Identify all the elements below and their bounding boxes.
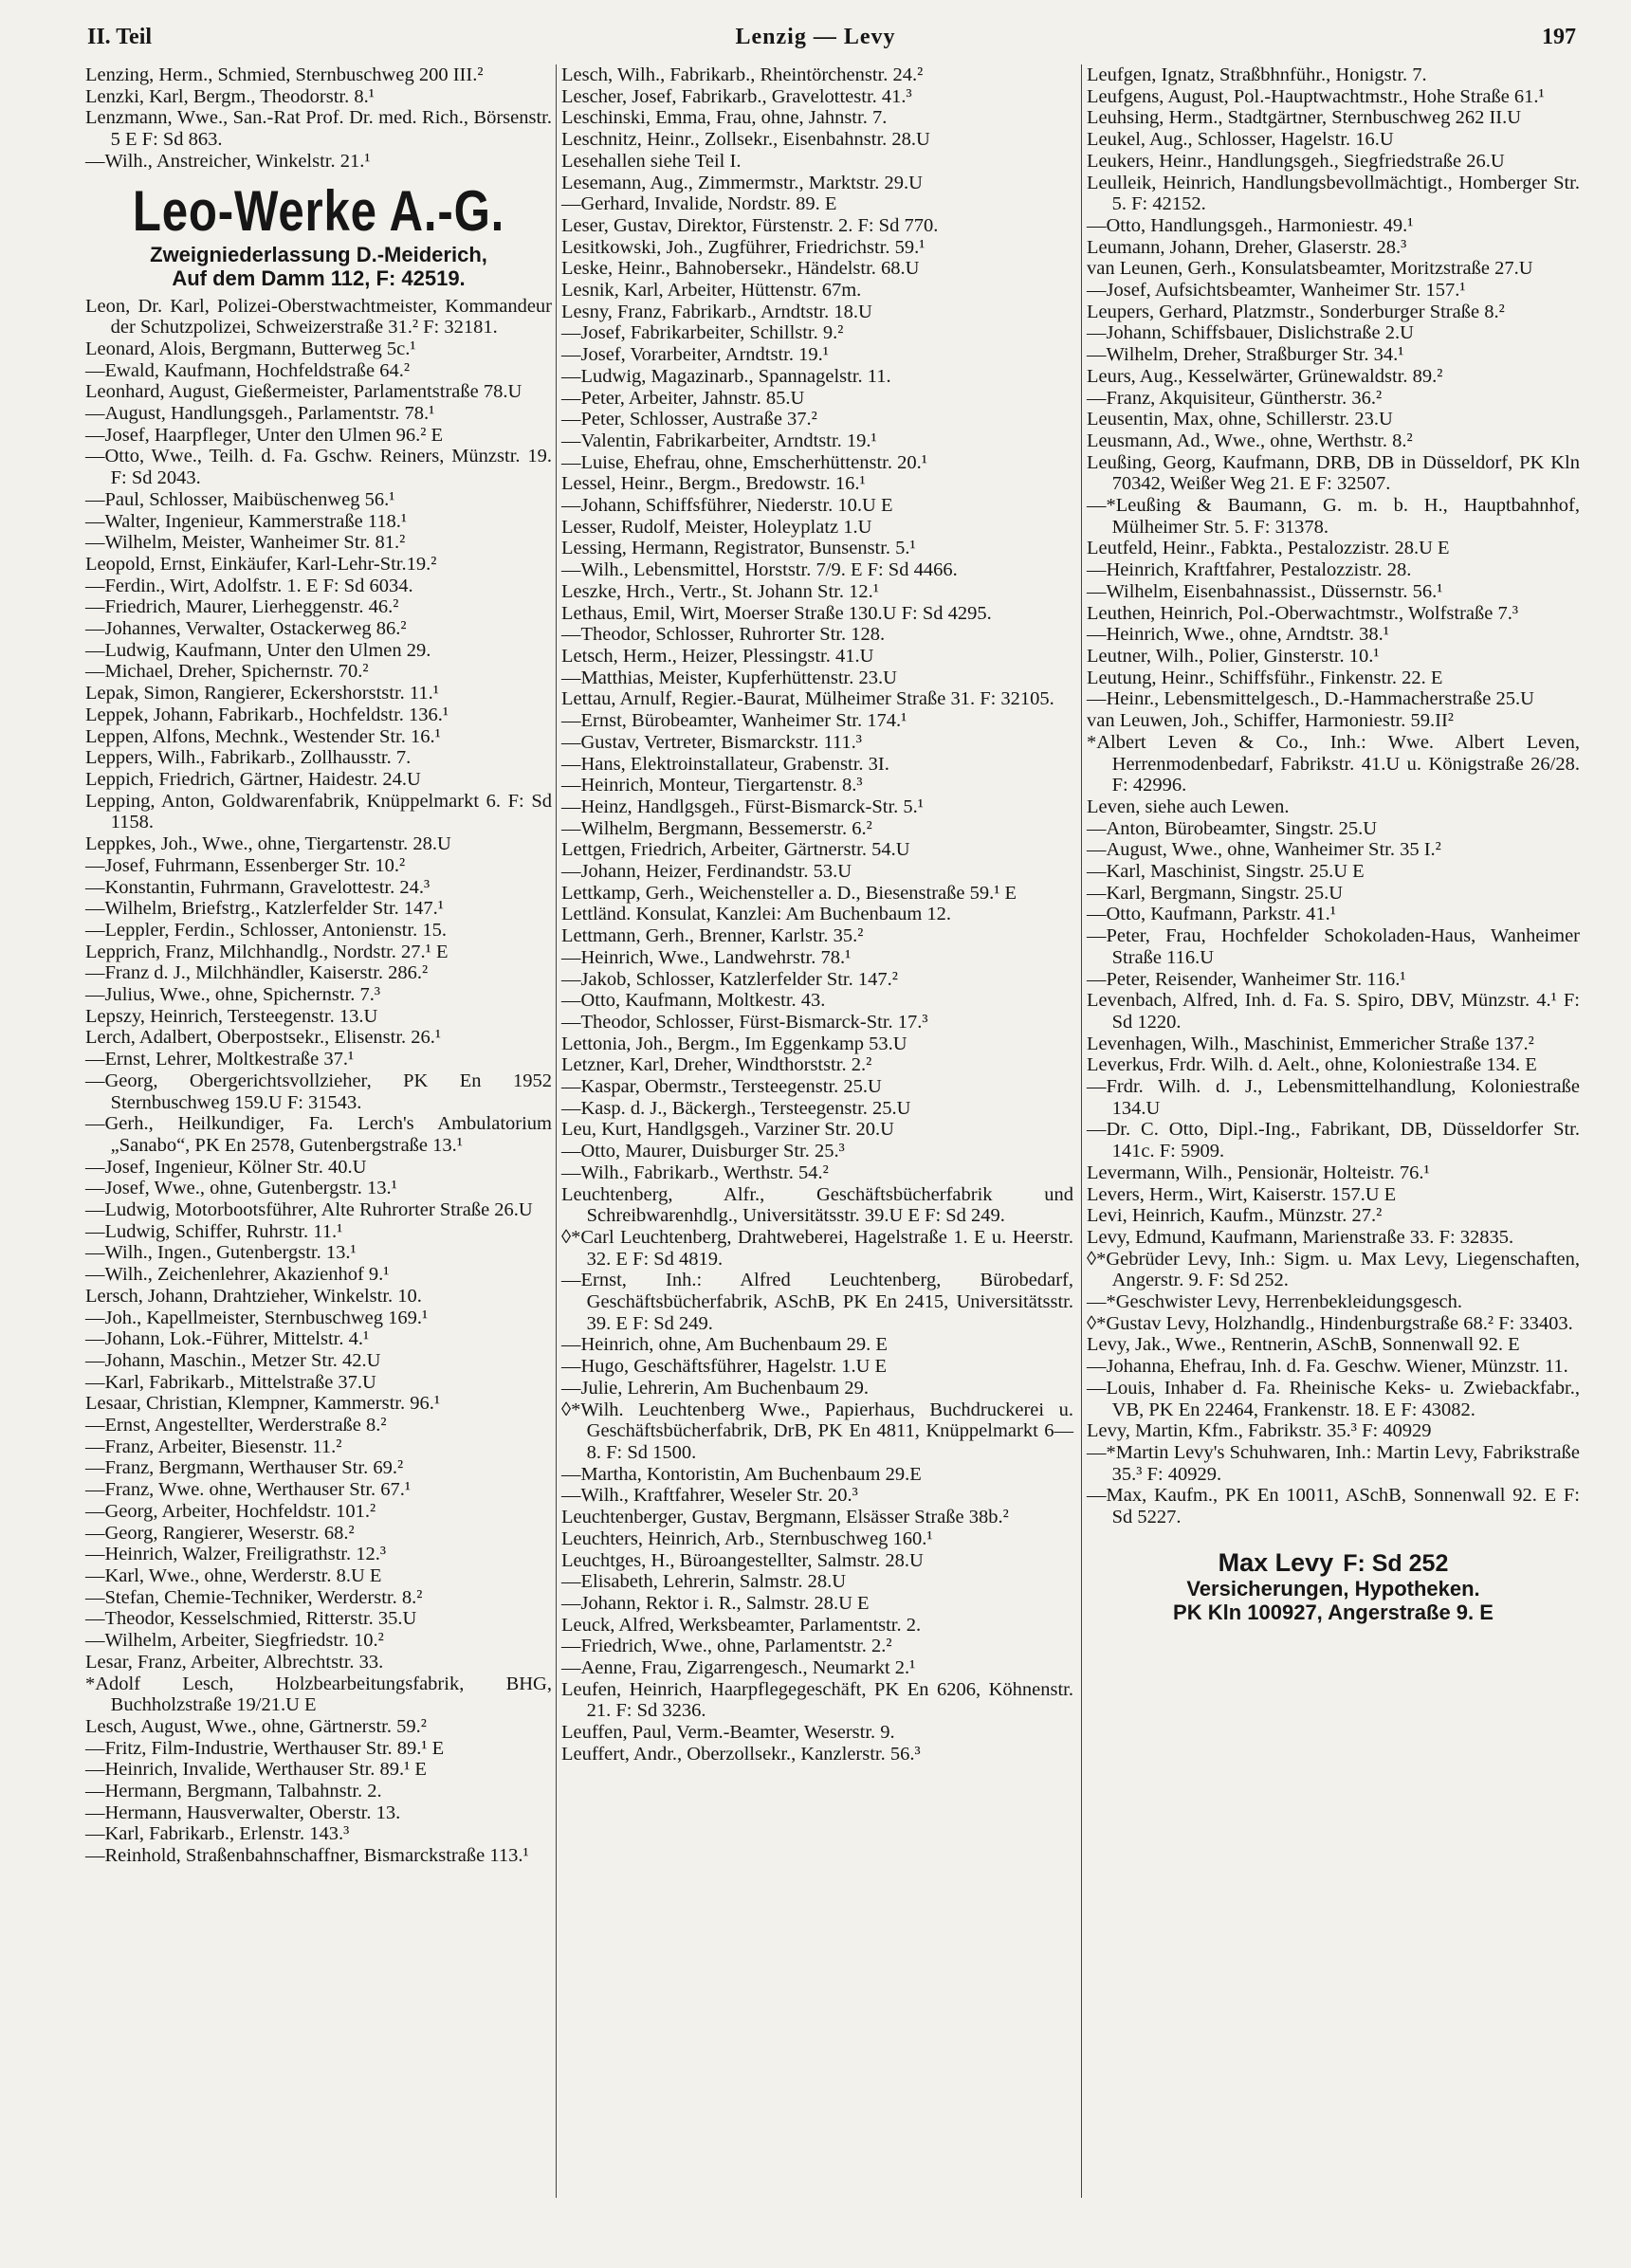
directory-entry: —Elisabeth, Lehrerin, Salmstr. 28.U xyxy=(561,1571,847,1593)
directory-entry: —Wilh., Lebensmittel, Horststr. 7/9. E F: Sd 4466. xyxy=(561,559,958,581)
directory-entry: Levi, Heinrich, Kaufm., Münzstr. 27.² xyxy=(1087,1205,1383,1227)
directory-entry: Leser, Gustav, Direktor, Fürstenstr. 2. F: Sd 770. xyxy=(561,214,939,236)
directory-entry: Leu, Kurt, Handlgsgeh., Varziner Str. 20.U xyxy=(561,1119,894,1141)
directory-entry: Leschnitz, Heinr., Zollsekr., Eisenbahnstr. 28.U xyxy=(561,129,930,151)
directory-entry: —Karl, Fabrikarb., Mittelstraße 37.U xyxy=(85,1371,376,1393)
directory-entry: —Heinrich, Monteur, Tiergartenstr. 8.³ xyxy=(561,775,863,796)
directory-entry: van Leuwen, Joh., Schiffer, Harmoniestr. 59.II² xyxy=(1087,710,1454,732)
directory-entry: Lerch, Adalbert, Oberpostsekr., Elisenstr. 26.¹ xyxy=(85,1027,442,1049)
directory-entry: —*Martin Levy's Schuhwaren, Inh.: Martin Levy, Fabrikstraße 35.³ F: 40929. xyxy=(1087,1442,1580,1485)
directory-entry: Letsch, Herm., Heizer, Plessingstr. 41.U xyxy=(561,645,874,667)
directory-entry: Leukel, Aug., Schlosser, Hagelstr. 16.U xyxy=(1087,129,1394,151)
directory-entry: —Heinrich, Wwe., ohne, Arndtstr. 38.¹ xyxy=(1087,624,1389,646)
directory-entry: Letzner, Karl, Dreher, Windthorststr. 2.² xyxy=(561,1054,872,1076)
directory-entry: Lepprich, Franz, Milchhandlg., Nordstr. 27.¹ E xyxy=(85,941,449,962)
directory-entry: —Kaspar, Obermstr., Tersteegenstr. 25.U xyxy=(561,1076,882,1098)
directory-entry: —Theodor, Schlosser, Ruhrorter Str. 128. xyxy=(561,624,886,646)
directory-entry: —Wilh., Kraftfahrer, Weseler Str. 20.³ xyxy=(561,1485,858,1507)
ad-name: Max Levy xyxy=(1218,1547,1334,1577)
directory-entry: —Ernst, Bürobeamter, Wanheimer Str. 174.¹ xyxy=(561,710,907,732)
directory-entry: ◊*Wilh. Leuchtenberg Wwe., Papierhaus, Buchdruckerei u. Geschäftsbücherfabrik, DrB, PK En 4811, Knüppelmarkt 6—8. F: Sd 1500. xyxy=(561,1399,1073,1463)
directory-entry: Lettau, Arnulf, Regier.-Baurat, Mülheimer Straße 31. F: 32105. xyxy=(561,688,1054,710)
directory-entry: Leußing, Georg, Kaufmann, DRB, DB in Düsseldorf, PK Kln 70342, Weißer Weg 21. E F: 32507. xyxy=(1087,451,1580,495)
directory-entry: Leuchtges, H., Büroangestellter, Salmstr. 28.U xyxy=(561,1549,924,1571)
directory-entry: —Josef, Aufsichtsbeamter, Wanheimer Str. 157.¹ xyxy=(1087,280,1466,302)
directory-entry: —Walter, Ingenieur, Kammerstraße 118.¹ xyxy=(85,510,408,532)
directory-entry: Lersch, Johann, Drahtzieher, Winkelstr. 10. xyxy=(85,1285,422,1307)
directory-entry: —Fritz, Film-Industrie, Werthauser Str. 89.¹ E xyxy=(85,1737,445,1759)
directory-entry: —Heinrich, Kraftfahrer, Pestalozzistr. 28. xyxy=(1087,559,1412,581)
directory-entry: —Ludwig, Schiffer, Ruhrstr. 11.¹ xyxy=(85,1220,343,1242)
directory-entry: —Anton, Bürobeamter, Singstr. 25.U xyxy=(1087,817,1378,839)
directory-entry: —Karl, Fabrikarb., Erlenstr. 143.³ xyxy=(85,1823,350,1845)
directory-entry: —Hans, Elektroinstallateur, Grabenstr. 3I. xyxy=(561,753,889,775)
directory-entry: —Gerhard, Invalide, Nordstr. 89. E xyxy=(561,193,837,215)
directory-entry: Leonard, Alois, Bergmann, Butterweg 5c.¹ xyxy=(85,338,416,359)
directory-entry: —Reinhold, Straßenbahnschaffner, Bismarckstraße 113.¹ xyxy=(85,1845,529,1867)
directory-entry: —Wilhelm, Eisenbahnassist., Düssernstr. 56.¹ xyxy=(1087,580,1443,602)
directory-entry: —Peter, Arbeiter, Jahnstr. 85.U xyxy=(561,387,805,409)
ad-line: Versicherungen, Hypotheken. xyxy=(1186,1576,1480,1600)
directory-entry: —Friedrich, Wwe., ohne, Parlamentstr. 2.² xyxy=(561,1636,892,1657)
directory-entry: Leumann, Johann, Dreher, Glaserstr. 28.³ xyxy=(1087,236,1407,258)
directory-entry: Lesser, Rudolf, Meister, Holeyplatz 1.U xyxy=(561,516,872,538)
directory-entry: —Franz, Bergmann, Werthauser Str. 69.² xyxy=(85,1457,404,1479)
directory-entry: —Heinrich, Walzer, Freiligrathstr. 12.³ xyxy=(85,1544,386,1565)
directory-entry: —Franz, Wwe. ohne, Werthauser Str. 67.¹ xyxy=(85,1479,412,1501)
directory-entry: —Heinz, Handlgsgeh., Fürst-Bismarck-Str. 5.¹ xyxy=(561,796,924,817)
directory-entry: —Valentin, Fabrikarbeiter, Arndtstr. 19.¹ xyxy=(561,430,877,451)
directory-entry: —Julius, Wwe., ohne, Spichernstr. 7.³ xyxy=(85,984,380,1006)
directory-entry: —Matthias, Meister, Kupferhüttenstr. 23.U xyxy=(561,667,897,688)
column-divider xyxy=(1081,64,1082,2198)
running-head: Lenzig — Levy xyxy=(735,25,896,49)
directory-entry: —Karl, Bergmann, Singstr. 25.U xyxy=(1087,882,1344,904)
directory-entry: —Martha, Kontoristin, Am Buchenbaum 29.E xyxy=(561,1463,922,1485)
ad-phone: F: Sd 252 xyxy=(1343,1549,1449,1577)
directory-entry: Leopold, Ernst, Einkäufer, Karl-Lehr-Str.19.² xyxy=(85,553,437,575)
directory-entry: Leufgen, Ignatz, Straßbhnführ., Honigstr. 7. xyxy=(1087,64,1427,85)
directory-entry: —Ernst, Lehrer, Moltkestraße 37.¹ xyxy=(85,1049,355,1070)
directory-entry: —Karl, Wwe., ohne, Werderstr. 8.U E xyxy=(85,1565,382,1586)
directory-entry: —Julie, Lehrerin, Am Buchenbaum 29. xyxy=(561,1377,869,1399)
directory-entry: —Wilh., Fabrikarb., Werthstr. 54.² xyxy=(561,1161,829,1183)
directory-entry: Lepak, Simon, Rangierer, Eckershorststr. 11.¹ xyxy=(85,683,439,704)
page-number: 197 xyxy=(1542,25,1576,49)
directory-entry: Leven, siehe auch Lewen. xyxy=(1087,796,1290,817)
directory-entry: —Johannes, Verwalter, Ostackerweg 86.² xyxy=(85,618,407,640)
directory-entry: Lepping, Anton, Goldwarenfabrik, Knüppelmarkt 6. F: Sd 1158. xyxy=(85,790,552,833)
directory-entry: —Peter, Reisender, Wanheimer Str. 116.¹ xyxy=(1087,968,1406,990)
directory-entry: Leuchters, Heinrich, Arb., Sternbuschweg 160.¹ xyxy=(561,1527,933,1549)
ad-title: Leo-Werke A.-G. xyxy=(132,178,505,243)
directory-entry: —Wilh., Anstreicher, Winkelstr. 21.¹ xyxy=(85,150,371,172)
directory-entry: Leusentin, Max, ohne, Schillerstr. 23.U xyxy=(1087,409,1393,430)
directory-entry: —Dr. C. Otto, Dipl.-Ing., Fabrikant, DB, Düsseldorfer Str. 141c. F: 5909. xyxy=(1087,1119,1580,1162)
directory-entry: Leppers, Wilh., Fabrikarb., Zollhausstr. 7. xyxy=(85,747,412,769)
directory-entry: ◊*Gustav Levy, Holzhandlg., Hindenburgstraße 68.² F: 33403. xyxy=(1087,1312,1573,1334)
directory-entry: —Otto, Kaufmann, Moltkestr. 43. xyxy=(561,990,826,1012)
directory-entry: Leverkus, Frdr. Wilh. d. Aelt., ohne, Koloniestraße 134. E xyxy=(1087,1054,1537,1076)
directory-entry: —Franz d. J., Milchhändler, Kaiserstr. 286.² xyxy=(85,962,429,984)
directory-entry: —August, Handlungsgeh., Parlamentstr. 78.¹ xyxy=(85,403,435,425)
ad-line: PK Kln 100927, Angerstraße 9. E xyxy=(1173,1600,1494,1624)
directory-entry: Leuchtenberg, Alfr., Geschäftsbücherfabrik und Schreibwarenhdlg., Universitätsstr. 39.U E F: Sd 249. xyxy=(561,1183,1073,1227)
directory-entry: Leppek, Johann, Fabrikarb., Hochfeldstr. 136.¹ xyxy=(85,704,449,725)
directory-entry: —Johanna, Ehefrau, Inh. d. Fa. Geschw. Wiener, Münzstr. 11. xyxy=(1087,1356,1568,1378)
directory-entry: Leuchtenberger, Gustav, Bergmann, Elsässer Straße 38b.² xyxy=(561,1507,1009,1528)
directory-entry: —Hermann, Hausverwalter, Oberstr. 13. xyxy=(85,1802,401,1823)
directory-entry: —Luise, Ehefrau, ohne, Emscherhüttenstr. 20.¹ xyxy=(561,451,927,473)
directory-entry: —Aenne, Frau, Zigarrengesch., Neumarkt 2.¹ xyxy=(561,1657,916,1679)
directory-entry: —Josef, Fabrikarbeiter, Schillstr. 9.² xyxy=(561,322,844,344)
directory-entry: —Otto, Handlungsgeh., Harmoniestr. 49.¹ xyxy=(1087,214,1414,236)
column-left xyxy=(85,64,552,1867)
directory-entry: —Max, Kaufm., PK En 10011, ASchB, Sonnenwall 92. E F: Sd 5227. xyxy=(1087,1485,1580,1528)
directory-entry: —Wilhelm, Meister, Wanheimer Str. 81.² xyxy=(85,532,406,554)
directory-entry: —Friedrich, Maurer, Lierheggenstr. 46.² xyxy=(85,596,399,618)
directory-entry: Leppich, Friedrich, Gärtner, Haidestr. 24.U xyxy=(85,768,421,790)
directory-entry: Lettländ. Konsulat, Kanzlei: Am Buchenbaum 12. xyxy=(561,904,952,925)
directory-entry: Leszke, Hrch., Vertr., St. Johann Str. 12.¹ xyxy=(561,580,879,602)
directory-entry: —Johann, Schiffsführer, Niederstr. 10.U E xyxy=(561,495,893,517)
directory-entry: Lenzki, Karl, Bergm., Theodorstr. 8.¹ xyxy=(85,85,375,107)
directory-entry: —Hermann, Bergmann, Talbahnstr. 2. xyxy=(85,1781,382,1802)
directory-entry: —Ernst, Angestellter, Werderstraße 8.² xyxy=(85,1415,387,1436)
directory-entry: —Joh., Kapellmeister, Sternbuschweg 169.¹ xyxy=(85,1307,429,1328)
directory-entry: Levenbach, Alfred, Inh. d. Fa. S. Spiro, DBV, Münzstr. 4.¹ F: Sd 1220. xyxy=(1087,990,1580,1033)
directory-entry: Levers, Herm., Wirt, Kaiserstr. 157.U E xyxy=(1087,1183,1397,1205)
directory-entry: —Gerh., Heilkundiger, Fa. Lerch's Ambulatorium „Sanabo“, PK En 2578, Gutenbergstraße 13.¹ xyxy=(85,1113,552,1156)
directory-entry: Lenzing, Herm., Schmied, Sternbuschweg 200 III.² xyxy=(85,64,484,85)
directory-entry: Leon, Dr. Karl, Polizei-Oberstwachtmeister, Kommandeur der Schutzpolizei, Schweizerstraße 31.² F: 32181. xyxy=(85,295,552,338)
directory-entry: Lesehallen siehe Teil I. xyxy=(561,150,742,172)
directory-entry: —Otto, Wwe., Teilh. d. Fa. Gschw. Reiners, Münzstr. 19. F: Sd 2043. xyxy=(85,446,552,489)
directory-entry: Leppkes, Joh., Wwe., ohne, Tiergartenstr. 28.U xyxy=(85,833,451,855)
directory-entry: Leulleik, Heinrich, Handlungsbevollmächtigt., Homberger Str. 5. F: 42152. xyxy=(1087,172,1580,215)
directory-entry: Leutner, Wilh., Polier, Ginsterstr. 10.¹ xyxy=(1087,645,1380,667)
ad-line: Zweigniederlassung D.-Meiderich, xyxy=(150,242,487,266)
directory-entry: Lesny, Franz, Fabrikarb., Arndtstr. 18.U xyxy=(561,301,872,322)
directory-entry: —Ernst, Inh.: Alfred Leuchtenberg, Bürobedarf, Geschäftsbücherfabrik, ASchB, PK En 2415, Universitätsstr. 39. E F: Sd 249. xyxy=(561,1270,1073,1334)
directory-entry: —Peter, Schlosser, Austraße 37.² xyxy=(561,409,817,430)
directory-entry: Lesnik, Karl, Arbeiter, Hüttenstr. 67m. xyxy=(561,280,862,302)
directory-entry: —Ferdin., Wirt, Adolfstr. 1. E F: Sd 6034. xyxy=(85,575,413,596)
directory-entry: —Johann, Heizer, Ferdinandstr. 53.U xyxy=(561,861,852,883)
directory-entry: —Heinr., Lebensmittelgesch., D.-Hammacherstraße 25.U xyxy=(1087,688,1534,710)
directory-entry: Lettgen, Friedrich, Arbeiter, Gärtnerstr. 54.U xyxy=(561,839,910,861)
directory-entry: —Josef, Vorarbeiter, Arndtstr. 19.¹ xyxy=(561,344,829,366)
directory-entry: —Johann, Lok.-Führer, Mittelstr. 4.¹ xyxy=(85,1328,370,1350)
directory-entry: —Hugo, Geschäftsführer, Hagelstr. 1.U E xyxy=(561,1356,888,1378)
directory-entry: Levy, Martin, Kfm., Fabrikstr. 35.³ F: 40929 xyxy=(1087,1420,1432,1442)
directory-entry: Lethaus, Emil, Wirt, Moerser Straße 130.U F: Sd 4295. xyxy=(561,602,992,624)
directory-entry: —Heinrich, Invalide, Werthauser Str. 89.¹ E xyxy=(85,1759,427,1781)
directory-entry: —Wilhelm, Bergmann, Bessemerstr. 6.² xyxy=(561,817,872,839)
directory-entry: —Jakob, Schlosser, Katzlerfelder Str. 147.² xyxy=(561,968,898,990)
directory-entry: Lesaar, Christian, Klempner, Kammerstr. 96.¹ xyxy=(85,1393,440,1415)
directory-entry: —*Geschwister Levy, Herrenbekleidungsgesch. xyxy=(1087,1291,1463,1313)
directory-entry: Leuhsing, Herm., Stadtgärtner, Sternbuschweg 262 II.U xyxy=(1087,107,1522,129)
directory-entry: Levenhagen, Wilh., Maschinist, Emmericher Straße 137.² xyxy=(1087,1033,1534,1054)
directory-entry: Lettkamp, Gerh., Weichensteller a. D., Biesenstraße 59.¹ E xyxy=(561,882,1017,904)
column-divider xyxy=(556,64,557,2198)
directory-entry: Leuck, Alfred, Werksbeamter, Parlamentstr. 2. xyxy=(561,1614,922,1636)
directory-entry: Lettonia, Joh., Bergm., Im Eggenkamp 53.U xyxy=(561,1033,907,1054)
directory-entry: ◊*Gebrüder Levy, Inh.: Sigm. u. Max Levy, Liegenschaften, Angerstr. 9. F: Sd 252. xyxy=(1087,1248,1580,1291)
directory-entry: —Wilh., Ingen., Gutenbergstr. 13.¹ xyxy=(85,1242,357,1264)
directory-entry: —Otto, Maurer, Duisburger Str. 25.³ xyxy=(561,1141,845,1162)
directory-entry: —Franz, Arbeiter, Biesenstr. 11.² xyxy=(85,1436,342,1457)
directory-entry: —Wilh., Zeichenlehrer, Akazienhof 9.¹ xyxy=(85,1264,390,1286)
directory-entry: —Ewald, Kaufmann, Hochfeldstraße 64.² xyxy=(85,359,411,381)
directory-entry: Lessel, Heinr., Bergm., Bredowstr. 16.¹ xyxy=(561,473,866,495)
directory-entry: —August, Wwe., ohne, Wanheimer Str. 35 I.² xyxy=(1087,839,1441,861)
max-levy-advertisement xyxy=(1087,1549,1580,1624)
directory-entry: —Ludwig, Magazinarb., Spannagelstr. 11. xyxy=(561,365,891,387)
directory-entry: —Paul, Schlosser, Maibüschenweg 56.¹ xyxy=(85,488,395,510)
leo-werke-advertisement xyxy=(85,180,552,290)
directory-entry: Lettmann, Gerh., Brenner, Karlstr. 35.² xyxy=(561,925,864,947)
directory-entry: —Theodor, Kesselschmied, Ritterstr. 35.U xyxy=(85,1608,417,1630)
section-label: II. Teil xyxy=(87,25,153,49)
directory-entry: —Johann, Rektor i. R., Salmstr. 28.U E xyxy=(561,1592,870,1614)
directory-entry: ◊*Carl Leuchtenberg, Drahtweberei, Hagelstraße 1. E u. Heerstr. 32. E F: Sd 4819. xyxy=(561,1226,1073,1270)
directory-entry: Leurs, Aug., Kesselwärter, Grünewaldstr. 89.² xyxy=(1087,365,1443,387)
column-middle xyxy=(561,64,1073,1765)
directory-entry: —Johann, Maschin., Metzer Str. 42.U xyxy=(85,1349,381,1371)
directory-entry: —Josef, Fuhrmann, Essenberger Str. 10.² xyxy=(85,854,406,876)
directory-entry: Leppen, Alfons, Mechnk., Westender Str. 16.¹ xyxy=(85,725,441,747)
directory-entry: Lenzmann, Wwe., San.-Rat Prof. Dr. med. Rich., Börsenstr. 5 E F: Sd 863. xyxy=(85,107,552,151)
directory-entry: Levy, Jak., Wwe., Rentnerin, ASchB, Sonnenwall 92. E xyxy=(1087,1334,1520,1356)
directory-entry: Leusmann, Ad., Wwe., ohne, Werthstr. 8.² xyxy=(1087,430,1413,451)
directory-entry: —Georg, Rangierer, Weserstr. 68.² xyxy=(85,1522,355,1544)
directory-entry: Leupers, Gerhard, Platzmstr., Sonderburger Straße 8.² xyxy=(1087,301,1505,322)
directory-entry: —Stefan, Chemie-Techniker, Werderstr. 8.² xyxy=(85,1586,423,1608)
directory-entry: *Adolf Lesch, Holzbearbeitungsfabrik, BHG, Buchholzstraße 19/21.U E xyxy=(85,1673,552,1716)
directory-entry: —Georg, Arbeiter, Hochfeldstr. 101.² xyxy=(85,1500,376,1522)
directory-entry: Leschinski, Emma, Frau, ohne, Jahnstr. 7. xyxy=(561,107,888,129)
directory-entry: —Georg, Obergerichtsvollzieher, PK En 1952 Sternbuschweg 159.U F: 31543. xyxy=(85,1070,552,1113)
directory-entry: —Frdr. Wilh. d. J., Lebensmittelhandlung, Koloniestraße 134.U xyxy=(1087,1076,1580,1119)
directory-entry: —Kasp. d. J., Bäckergh., Tersteegenstr. 25.U xyxy=(561,1097,911,1119)
directory-entry: —Wilhelm, Dreher, Straßburger Str. 34.¹ xyxy=(1087,344,1404,366)
directory-entry: Leske, Heinr., Bahnobersekr., Händelstr. 68.U xyxy=(561,258,920,280)
directory-entry: —Karl, Maschinist, Singstr. 25.U E xyxy=(1087,861,1365,883)
directory-entry: —Ludwig, Kaufmann, Unter den Ulmen 29. xyxy=(85,639,431,661)
directory-entry: Leonhard, August, Gießermeister, Parlamentstraße 78.U xyxy=(85,381,522,403)
directory-entry: —Leppler, Ferdin., Schlosser, Antonienstr. 15. xyxy=(85,919,447,941)
directory-entry: —Johann, Schiffsbauer, Dislichstraße 2.U xyxy=(1087,322,1414,344)
directory-entry: Lesar, Franz, Arbeiter, Albrechtstr. 33. xyxy=(85,1651,384,1673)
directory-entry: —Josef, Wwe., ohne, Gutenbergstr. 13.¹ xyxy=(85,1178,397,1199)
directory-entry: —Josef, Ingenieur, Kölner Str. 40.U xyxy=(85,1156,367,1178)
directory-entry: —Heinrich, ohne, Am Buchenbaum 29. E xyxy=(561,1334,888,1356)
directory-entry: Leufgens, August, Pol.-Hauptwachtmstr., Hohe Straße 61.¹ xyxy=(1087,85,1545,107)
directory-entry: —Peter, Frau, Hochfelder Schokoladen-Haus, Wanheimer Straße 116.U xyxy=(1087,925,1580,968)
directory-entry: —Franz, Akquisiteur, Güntherstr. 36.² xyxy=(1087,387,1383,409)
directory-entry: —Wilhelm, Arbeiter, Siegfriedstr. 10.² xyxy=(85,1630,384,1652)
directory-entry: —Theodor, Schlosser, Fürst-Bismarck-Str. 17.³ xyxy=(561,1011,928,1033)
directory-entry: —Otto, Kaufmann, Parkstr. 41.¹ xyxy=(1087,904,1336,925)
directory-entry: Lesitkowski, Joh., Zugführer, Friedrichstr. 59.¹ xyxy=(561,236,925,258)
directory-entry: Lessing, Hermann, Registrator, Bunsenstr. 5.¹ xyxy=(561,538,916,559)
directory-entry: —Ludwig, Motorbootsführer, Alte Ruhrorter Straße 26.U xyxy=(85,1199,533,1221)
directory-entry: Leutfeld, Heinr., Fabkta., Pestalozzistr. 28.U E xyxy=(1087,538,1450,559)
directory-entry: Leutung, Heinr., Schiffsführ., Finkenstr. 22. E xyxy=(1087,667,1443,688)
directory-entry: van Leunen, Gerh., Konsulatsbeamter, Moritzstraße 27.U xyxy=(1087,258,1533,280)
directory-entry: Leuffen, Paul, Verm.-Beamter, Weserstr. 9. xyxy=(561,1722,895,1744)
directory-entry: Lesemann, Aug., Zimmermstr., Marktstr. 29.U xyxy=(561,172,923,193)
directory-entry: —Heinrich, Wwe., Landwehrstr. 78.¹ xyxy=(561,946,852,968)
directory-entry: Leuffert, Andr., Oberzollsekr., Kanzlerstr. 56.³ xyxy=(561,1743,921,1765)
directory-entry: Lesch, Wilh., Fabrikarb., Rheintörchenstr. 24.² xyxy=(561,64,924,85)
directory-entry: —Josef, Haarpfleger, Unter den Ulmen 96.² E xyxy=(85,424,444,446)
directory-entry: Lesch, August, Wwe., ohne, Gärtnerstr. 59.² xyxy=(85,1715,427,1737)
directory-entry: —Gustav, Vertreter, Bismarckstr. 111.³ xyxy=(561,731,862,753)
directory-entry: —Louis, Inhaber d. Fa. Rheinische Keks- u. Zwiebackfabr., VB, PK En 22464, Frankenstr. 18. E F: 43082. xyxy=(1087,1377,1580,1420)
column-right xyxy=(1087,64,1580,1624)
directory-entry: Leukers, Heinr., Handlungsgeh., Siegfriedstraße 26.U xyxy=(1087,150,1505,172)
directory-entry: Levy, Edmund, Kaufmann, Marienstraße 33. F: 32835. xyxy=(1087,1226,1514,1248)
directory-entry: —*Leußing & Baumann, G. m. b. H., Hauptbahnhof, Mülheimer Str. 5. F: 31378. xyxy=(1087,495,1580,538)
directory-entry: Leuthen, Heinrich, Pol.-Oberwachtmstr., Wolfstraße 7.³ xyxy=(1087,602,1519,624)
directory-entry: —Michael, Dreher, Spichernstr. 70.² xyxy=(85,661,369,683)
ad-line: Auf dem Damm 112, F: 42519. xyxy=(172,265,466,290)
directory-entry: Lepszy, Heinrich, Tersteegenstr. 13.U xyxy=(85,1005,378,1027)
directory-entry: Leufen, Heinrich, Haarpflegegeschäft, PK En 6206, Köhnenstr. 21. F: Sd 3236. xyxy=(561,1678,1073,1722)
directory-entry: —Konstantin, Fuhrmann, Gravelottestr. 24.³ xyxy=(85,876,431,898)
directory-entry: Levermann, Wilh., Pensionär, Holteistr. 76.¹ xyxy=(1087,1161,1430,1183)
directory-entry: *Albert Leven & Co., Inh.: Wwe. Albert Leven, Herrenmodenbedarf, Fabrikstr. 41.U u. Königstraße 26/28. F: 42996. xyxy=(1087,731,1580,796)
directory-entry: Lescher, Josef, Fabrikarb., Gravelottestr. 41.³ xyxy=(561,85,912,107)
directory-entry: —Wilhelm, Briefstrg., Katzlerfelder Str. 147.¹ xyxy=(85,898,444,920)
